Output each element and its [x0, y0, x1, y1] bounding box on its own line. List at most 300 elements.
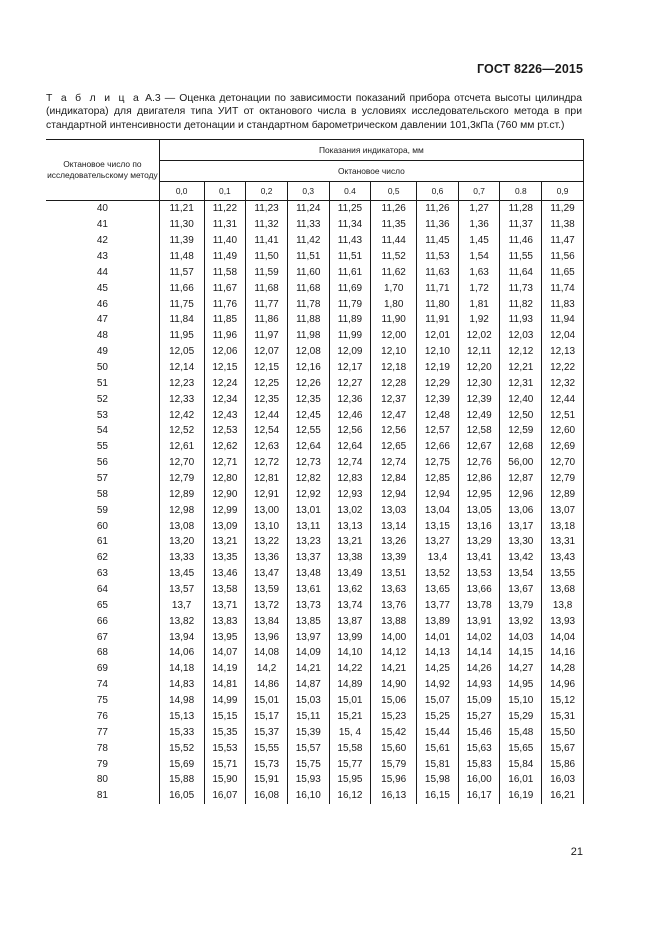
reading-cell: 11,55 — [500, 249, 542, 265]
table-row — [46, 502, 584, 518]
reading-cell: 12,93 — [329, 486, 371, 502]
reading-cell: 15,58 — [329, 740, 371, 756]
reading-cell: 15,67 — [542, 740, 584, 756]
reading-cell: 13,83 — [204, 613, 246, 629]
reading-cell: 13,52 — [417, 566, 459, 582]
reading-cell: 12,56 — [371, 423, 417, 439]
reading-cell: 15,13 — [159, 709, 204, 725]
reading-cell: 15,73 — [246, 756, 288, 772]
reading-cell: 13,07 — [542, 502, 584, 518]
reading-cell: 15,75 — [287, 756, 329, 772]
reading-cell: 13,21 — [329, 534, 371, 550]
reading-cell: 12,12 — [500, 344, 542, 360]
reading-cell: 11,51 — [287, 249, 329, 265]
indicator-table — [46, 139, 584, 804]
reading-cell: 13,96 — [246, 629, 288, 645]
reading-cell: 15,57 — [287, 740, 329, 756]
reading-cell: 11,51 — [329, 249, 371, 265]
reading-cell: 13,68 — [542, 582, 584, 598]
reading-cell: 12,28 — [371, 375, 417, 391]
table-row — [46, 740, 584, 756]
reading-cell: 12,86 — [458, 471, 500, 487]
reading-cell: 13,37 — [287, 550, 329, 566]
table-row — [46, 534, 584, 550]
reading-cell: 13,02 — [329, 502, 371, 518]
reading-cell: 12,49 — [458, 407, 500, 423]
octane-cell: 56 — [46, 455, 159, 471]
reading-cell: 15,79 — [371, 756, 417, 772]
reading-cell: 12,91 — [246, 486, 288, 502]
table-row — [46, 423, 584, 439]
octane-cell: 63 — [46, 566, 159, 582]
table-row — [46, 550, 584, 566]
reading-cell: 13,47 — [246, 566, 288, 582]
reading-cell: 11,59 — [246, 264, 288, 280]
reading-cell: 12,75 — [417, 455, 459, 471]
reading-cell: 15,91 — [246, 772, 288, 788]
reading-cell: 15,33 — [159, 724, 204, 740]
reading-cell: 12,94 — [371, 486, 417, 502]
reading-cell: 13,30 — [500, 534, 542, 550]
table-row — [46, 709, 584, 725]
reading-cell: 13,15 — [417, 518, 459, 534]
reading-cell: 12,95 — [458, 486, 500, 502]
reading-cell: 12,35 — [287, 391, 329, 407]
reading-cell: 11,80 — [417, 296, 459, 312]
reading-cell: 12,83 — [329, 471, 371, 487]
reading-cell: 13,55 — [542, 566, 584, 582]
reading-cell: 15,09 — [458, 693, 500, 709]
reading-cell: 14,15 — [500, 645, 542, 661]
reading-cell: 12,68 — [500, 439, 542, 455]
reading-cell: 13,43 — [542, 550, 584, 566]
octane-cell: 78 — [46, 740, 159, 756]
reading-cell: 13,48 — [287, 566, 329, 582]
table-row — [46, 375, 584, 391]
reading-cell: 12,70 — [159, 455, 204, 471]
reading-cell: 15,10 — [500, 693, 542, 709]
reading-cell: 14,02 — [458, 629, 500, 645]
reading-cell: 15,39 — [287, 724, 329, 740]
reading-cell: 12,24 — [204, 375, 246, 391]
reading-cell: 11,32 — [246, 217, 288, 233]
reading-cell: 15,98 — [417, 772, 459, 788]
reading-cell: 12,37 — [371, 391, 417, 407]
reading-cell: 13,87 — [329, 613, 371, 629]
reading-cell: 15,50 — [542, 724, 584, 740]
reading-cell: 16,12 — [329, 788, 371, 804]
reading-cell: 16,03 — [542, 772, 584, 788]
reading-cell: 12,01 — [417, 328, 459, 344]
reading-cell: 12,11 — [458, 344, 500, 360]
reading-cell: 13,33 — [159, 550, 204, 566]
reading-cell: 12,51 — [542, 407, 584, 423]
reading-cell: 15,11 — [287, 709, 329, 725]
table-row — [46, 724, 584, 740]
reading-cell: 13,54 — [500, 566, 542, 582]
reading-cell: 12,82 — [287, 471, 329, 487]
reading-cell: 15,55 — [246, 740, 288, 756]
reading-cell: 13,27 — [417, 534, 459, 550]
reading-cell: 12,64 — [287, 439, 329, 455]
octane-cell: 47 — [46, 312, 159, 328]
reading-cell: 11,33 — [287, 217, 329, 233]
reading-cell: 12,10 — [417, 344, 459, 360]
column-header: 0,9 — [542, 182, 584, 201]
reading-cell: 15,93 — [287, 772, 329, 788]
reading-cell: 13,08 — [159, 518, 204, 534]
reading-cell: 12,45 — [287, 407, 329, 423]
reading-cell: 12,96 — [500, 486, 542, 502]
reading-cell: 11,50 — [246, 249, 288, 265]
reading-cell: 14,83 — [159, 677, 204, 693]
reading-cell: 12,61 — [159, 439, 204, 455]
reading-cell: 12,84 — [371, 471, 417, 487]
reading-cell: 15,86 — [542, 756, 584, 772]
reading-cell: 13,23 — [287, 534, 329, 550]
reading-cell: 13,29 — [458, 534, 500, 550]
table-row — [46, 344, 584, 360]
reading-cell: 14,22 — [329, 661, 371, 677]
reading-cell: 11,24 — [287, 201, 329, 217]
reading-cell: 14,08 — [246, 645, 288, 661]
reading-cell: 13,16 — [458, 518, 500, 534]
reading-cell: 12,06 — [204, 344, 246, 360]
reading-cell: 13,41 — [458, 550, 500, 566]
reading-cell: 13,89 — [417, 613, 459, 629]
reading-cell: 11,68 — [287, 280, 329, 296]
reading-cell: 11,43 — [329, 233, 371, 249]
reading-cell: 15,23 — [371, 709, 417, 725]
reading-cell: 11,60 — [287, 264, 329, 280]
reading-cell: 11,90 — [371, 312, 417, 328]
reading-cell: 12,62 — [204, 439, 246, 455]
table-row — [46, 486, 584, 502]
reading-cell: 14,16 — [542, 645, 584, 661]
table-row — [46, 249, 584, 265]
octane-cell: 44 — [46, 264, 159, 280]
reading-cell: 13,46 — [204, 566, 246, 582]
reading-cell: 14,28 — [542, 661, 584, 677]
reading-cell: 11,96 — [204, 328, 246, 344]
caption-text: А.3 — Оценка детонации по зависимости показаний прибора отсчета высоты цилиндра (индикатора) для двигателя типа УИТ от октанового числа в условиях исследовательского метода в при стандартной интенсивности детонации и стандартном барометрическом давлении 101,3кПа (760 мм рт.ст.) — [46, 93, 582, 131]
table-row — [46, 296, 584, 312]
reading-cell: 12,08 — [287, 344, 329, 360]
reading-cell: 13,8 — [542, 597, 584, 613]
reading-cell: 15, 4 — [329, 724, 371, 740]
column-header: 0.8 — [500, 182, 542, 201]
reading-cell: 16,08 — [246, 788, 288, 804]
reading-cell: 13,84 — [246, 613, 288, 629]
octane-cell: 45 — [46, 280, 159, 296]
reading-cell: 12,58 — [458, 423, 500, 439]
reading-cell: 11,86 — [246, 312, 288, 328]
reading-cell: 13,62 — [329, 582, 371, 598]
reading-cell: 12,29 — [417, 375, 459, 391]
reading-cell: 1,92 — [458, 312, 500, 328]
reading-cell: 14,98 — [159, 693, 204, 709]
octane-cell: 65 — [46, 597, 159, 613]
table-row — [46, 455, 584, 471]
reading-cell: 13,72 — [246, 597, 288, 613]
reading-cell: 16,15 — [417, 788, 459, 804]
reading-cell: 11,45 — [417, 233, 459, 249]
reading-cell: 13,11 — [287, 518, 329, 534]
reading-cell: 13,06 — [500, 502, 542, 518]
reading-cell: 12,81 — [246, 471, 288, 487]
reading-cell: 15,88 — [159, 772, 204, 788]
table-row — [46, 471, 584, 487]
reading-cell: 16,00 — [458, 772, 500, 788]
table-row — [46, 233, 584, 249]
reading-cell: 12,71 — [204, 455, 246, 471]
reading-cell: 12,21 — [500, 360, 542, 376]
reading-cell: 11,75 — [159, 296, 204, 312]
reading-cell: 12,32 — [542, 375, 584, 391]
reading-cell: 11,40 — [204, 233, 246, 249]
reading-cell: 12,47 — [371, 407, 417, 423]
reading-cell: 11,97 — [246, 328, 288, 344]
reading-cell: 12,25 — [246, 375, 288, 391]
table-row — [46, 677, 584, 693]
reading-cell: 14,18 — [159, 661, 204, 677]
reading-cell: 11,44 — [371, 233, 417, 249]
table-row — [46, 582, 584, 598]
reading-cell: 13,66 — [458, 582, 500, 598]
reading-cell: 11,48 — [159, 249, 204, 265]
table-row — [46, 328, 584, 344]
standard-id: ГОСТ 8226—2015 — [477, 62, 583, 76]
reading-cell: 13,18 — [542, 518, 584, 534]
reading-cell: 1,45 — [458, 233, 500, 249]
reading-cell: 12,89 — [159, 486, 204, 502]
octane-cell: 77 — [46, 724, 159, 740]
reading-cell: 12,13 — [542, 344, 584, 360]
reading-cell: 14,14 — [458, 645, 500, 661]
reading-cell: 14,04 — [542, 629, 584, 645]
reading-cell: 15,84 — [500, 756, 542, 772]
reading-cell: 11,66 — [159, 280, 204, 296]
reading-cell: 12,73 — [287, 455, 329, 471]
reading-cell: 11,83 — [542, 296, 584, 312]
octane-cell: 79 — [46, 756, 159, 772]
reading-cell: 15,90 — [204, 772, 246, 788]
reading-cell: 12,17 — [329, 360, 371, 376]
reading-cell: 15,81 — [417, 756, 459, 772]
reading-cell: 12,15 — [204, 360, 246, 376]
table-row — [46, 772, 584, 788]
reading-cell: 12,43 — [204, 407, 246, 423]
octane-cell: 61 — [46, 534, 159, 550]
reading-cell: 14,01 — [417, 629, 459, 645]
column-header: 0,6 — [417, 182, 459, 201]
octane-number-header: Октановое число по исследовательскому методу — [46, 140, 159, 201]
reading-cell: 12,09 — [329, 344, 371, 360]
reading-cell: 11,53 — [417, 249, 459, 265]
reading-cell: 12,72 — [246, 455, 288, 471]
reading-cell: 12,16 — [287, 360, 329, 376]
reading-cell: 15,65 — [500, 740, 542, 756]
reading-cell: 12,55 — [287, 423, 329, 439]
reading-cell: 11,26 — [371, 201, 417, 217]
reading-cell: 13,95 — [204, 629, 246, 645]
reading-cell: 15,01 — [246, 693, 288, 709]
reading-cell: 13,51 — [371, 566, 417, 582]
table-row — [46, 645, 584, 661]
table-row — [46, 312, 584, 328]
column-header: 0,7 — [458, 182, 500, 201]
reading-cell: 11,21 — [159, 201, 204, 217]
table-caption — [46, 92, 582, 132]
reading-cell: 12,31 — [500, 375, 542, 391]
octane-cell: 66 — [46, 613, 159, 629]
reading-cell: 12,46 — [329, 407, 371, 423]
reading-cell: 11,28 — [500, 201, 542, 217]
reading-cell: 13,71 — [204, 597, 246, 613]
reading-cell: 13,21 — [204, 534, 246, 550]
table-row — [46, 661, 584, 677]
reading-cell: 13,73 — [287, 597, 329, 613]
reading-cell: 12,20 — [458, 360, 500, 376]
reading-cell: 15,77 — [329, 756, 371, 772]
reading-cell: 14,12 — [371, 645, 417, 661]
reading-cell: 13,45 — [159, 566, 204, 582]
reading-cell: 12,53 — [204, 423, 246, 439]
reading-cell: 12,02 — [458, 328, 500, 344]
reading-cell: 11,74 — [542, 280, 584, 296]
reading-cell: 1,70 — [371, 280, 417, 296]
reading-cell: 12,92 — [287, 486, 329, 502]
reading-cell: 11,42 — [287, 233, 329, 249]
column-header: 0,2 — [246, 182, 288, 201]
octane-cell: 52 — [46, 391, 159, 407]
reading-cell: 12,34 — [204, 391, 246, 407]
table-row — [46, 280, 584, 296]
reading-cell: 13,09 — [204, 518, 246, 534]
octane-cell: 57 — [46, 471, 159, 487]
reading-cell: 15,01 — [329, 693, 371, 709]
reading-cell: 13,59 — [246, 582, 288, 598]
reading-cell: 15,25 — [417, 709, 459, 725]
reading-cell: 13,14 — [371, 518, 417, 534]
reading-cell: 11,89 — [329, 312, 371, 328]
reading-cell: 15,29 — [500, 709, 542, 725]
reading-cell: 11,37 — [500, 217, 542, 233]
reading-cell: 13,39 — [371, 550, 417, 566]
octane-cell: 74 — [46, 677, 159, 693]
reading-cell: 12,22 — [542, 360, 584, 376]
reading-cell: 1,54 — [458, 249, 500, 265]
reading-cell: 14,96 — [542, 677, 584, 693]
reading-cell: 12,15 — [246, 360, 288, 376]
indicator-header: Показания индикатора, мм — [159, 140, 583, 161]
table-row — [46, 264, 584, 280]
reading-cell: 15,48 — [500, 724, 542, 740]
reading-cell: 12,33 — [159, 391, 204, 407]
reading-cell: 16,10 — [287, 788, 329, 804]
reading-cell: 14,03 — [500, 629, 542, 645]
reading-cell: 11,30 — [159, 217, 204, 233]
column-header: 0,1 — [204, 182, 246, 201]
reading-cell: 11,64 — [500, 264, 542, 280]
table-row — [46, 201, 584, 217]
reading-cell: 11,79 — [329, 296, 371, 312]
octane-cell: 41 — [46, 217, 159, 233]
reading-cell: 12,00 — [371, 328, 417, 344]
reading-cell: 14,19 — [204, 661, 246, 677]
octane-cell: 80 — [46, 772, 159, 788]
octane-cell: 75 — [46, 693, 159, 709]
octane-cell: 58 — [46, 486, 159, 502]
reading-cell: 11,52 — [371, 249, 417, 265]
table-row — [46, 566, 584, 582]
reading-cell: 15,44 — [417, 724, 459, 740]
reading-cell: 1,81 — [458, 296, 500, 312]
reading-cell: 13,76 — [371, 597, 417, 613]
table-row — [46, 756, 584, 772]
reading-cell: 11,76 — [204, 296, 246, 312]
reading-cell: 11,82 — [500, 296, 542, 312]
reading-cell: 14,90 — [371, 677, 417, 693]
reading-cell: 13,26 — [371, 534, 417, 550]
octane-cell: 50 — [46, 360, 159, 376]
reading-cell: 1,80 — [371, 296, 417, 312]
reading-cell: 11,78 — [287, 296, 329, 312]
reading-cell: 14,99 — [204, 693, 246, 709]
reading-cell: 12,94 — [417, 486, 459, 502]
reading-cell: 15,27 — [458, 709, 500, 725]
reading-cell: 13,88 — [371, 613, 417, 629]
reading-cell: 13,01 — [287, 502, 329, 518]
reading-cell: 12,90 — [204, 486, 246, 502]
octane-cell: 81 — [46, 788, 159, 804]
octane-cell: 76 — [46, 709, 159, 725]
reading-cell: 12,80 — [204, 471, 246, 487]
reading-cell: 14,95 — [500, 677, 542, 693]
reading-cell: 12,42 — [159, 407, 204, 423]
reading-cell: 12,63 — [246, 439, 288, 455]
reading-cell: 12,60 — [542, 423, 584, 439]
reading-cell: 12,48 — [417, 407, 459, 423]
reading-cell: 13,49 — [329, 566, 371, 582]
reading-cell: 56,00 — [500, 455, 542, 471]
reading-cell: 11,91 — [417, 312, 459, 328]
reading-cell: 13,92 — [500, 613, 542, 629]
table-row — [46, 693, 584, 709]
reading-cell: 13,63 — [371, 582, 417, 598]
reading-cell: 12,14 — [159, 360, 204, 376]
reading-cell: 12,70 — [542, 455, 584, 471]
reading-cell: 14,13 — [417, 645, 459, 661]
column-header: 0,0 — [159, 182, 204, 201]
reading-cell: 14,93 — [458, 677, 500, 693]
reading-cell: 12,52 — [159, 423, 204, 439]
octane-cell: 49 — [46, 344, 159, 360]
octane-cell: 69 — [46, 661, 159, 677]
reading-cell: 16,17 — [458, 788, 500, 804]
reading-cell: 12,27 — [329, 375, 371, 391]
reading-cell: 11,29 — [542, 201, 584, 217]
reading-cell: 16,07 — [204, 788, 246, 804]
reading-cell: 13,97 — [287, 629, 329, 645]
reading-cell: 11,46 — [500, 233, 542, 249]
octane-cell: 59 — [46, 502, 159, 518]
octane-cell: 67 — [46, 629, 159, 645]
reading-cell: 13,20 — [159, 534, 204, 550]
reading-cell: 1,27 — [458, 201, 500, 217]
reading-cell: 11,94 — [542, 312, 584, 328]
reading-cell: 12,85 — [417, 471, 459, 487]
